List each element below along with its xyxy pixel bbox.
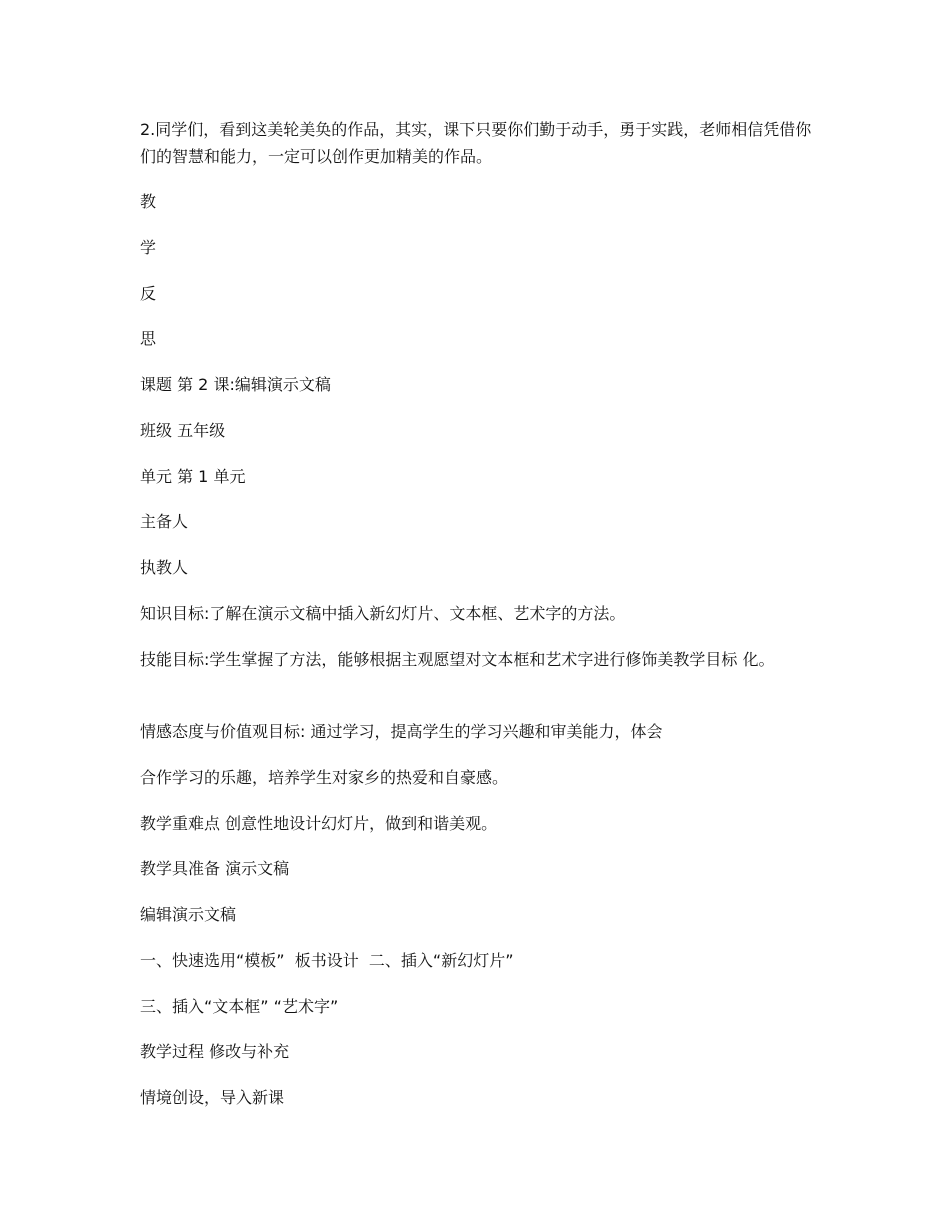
paragraph-teaching-process: 教学过程 修改与补充 <box>140 1042 290 1061</box>
paragraph-closing-remarks: 2.同学们，看到这美轮美奂的作品，其实，课下只要你们勤于动手，勇于实践，老师相信凭借你们的智慧和能力，一定可以创作更加精美的作品。 <box>140 120 812 166</box>
paragraph-reflection-char-2: 学 <box>140 238 157 257</box>
paragraph-lesson-title: 课题 第 2 课:编辑演示文稿 <box>140 375 331 394</box>
paragraph-reflection-char-1: 教 <box>140 192 157 211</box>
paragraph-knowledge-goal: 知识目标:了解在演示文稿中插入新幻灯片、文本框、艺术字的方法。 <box>140 604 626 623</box>
paragraph-teaching-aids: 教学具准备 演示文稿 <box>140 859 290 878</box>
paragraph-scenario-intro: 情境创设，导入新课 <box>140 1088 285 1107</box>
paragraph-board-design-2: 三、插入“文本框” “艺术字” <box>140 997 339 1016</box>
paragraph-key-difficulty: 教学重难点 创意性地设计幻灯片，做到和谐美观。 <box>140 814 498 833</box>
paragraph-lead-preparer: 主备人 <box>140 512 189 531</box>
paragraph-reflection-char-4: 思 <box>140 329 157 348</box>
paragraph-class: 班级 五年级 <box>140 421 226 440</box>
paragraph-unit: 单元 第 1 单元 <box>140 467 246 486</box>
paragraph-affective-goal: 情感态度与价值观目标: 通过学习，提高学生的学习兴趣和审美能力，体会 <box>140 722 663 741</box>
paragraph-affective-goal-cont: 合作学习的乐趣，培养学生对家乡的热爱和自豪感。 <box>140 768 509 787</box>
paragraph-board-design-1: 一、快速选用“模板” 板书设计 二、插入“新幻灯片” <box>140 951 514 970</box>
paragraph-instructor: 执教人 <box>140 558 189 577</box>
paragraph-skill-goal: 技能目标:学生掌握了方法，能够根据主观愿望对文本框和艺术字进行修饰美教学目标 化。 <box>140 650 775 669</box>
paragraph-edit-slides: 编辑演示文稿 <box>140 905 237 924</box>
paragraph-reflection-char-3: 反 <box>140 284 157 303</box>
